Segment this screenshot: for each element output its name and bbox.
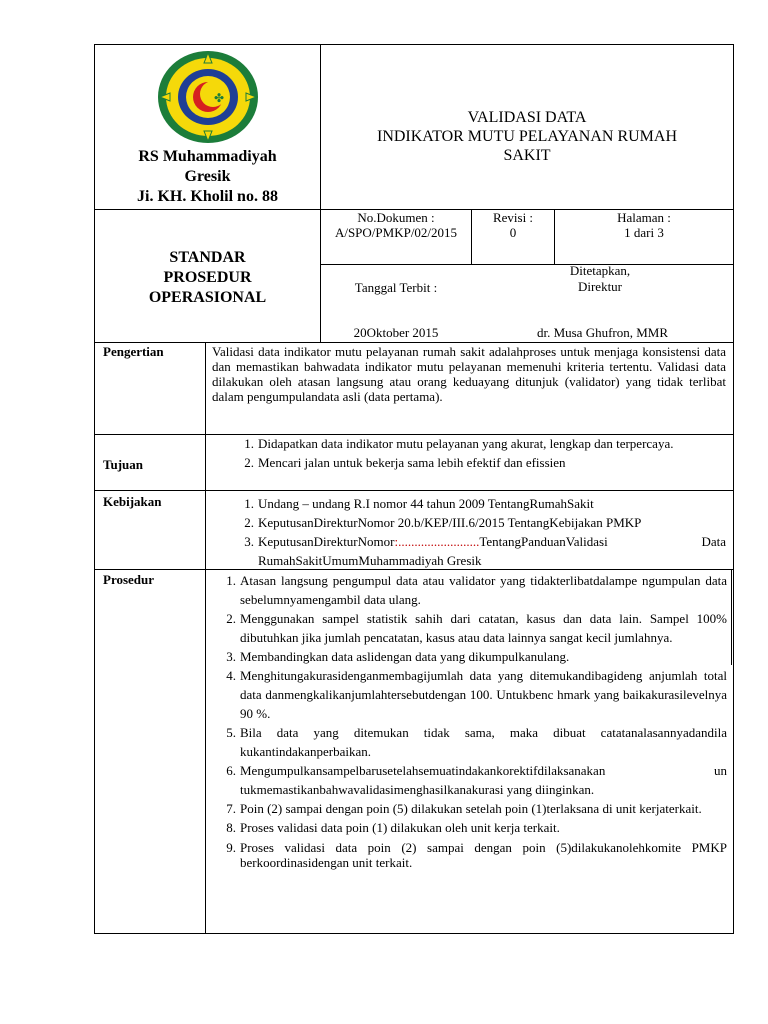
divider — [94, 434, 734, 435]
list-item-text: Menghitungakurasidenganmembagijumlah data yang ditemukandibagideng anjumlah total data danmengkalikanjumlahtersebutdengan 100. Untukbenc hmark yang baikakurasilevelnya 90 %. — [240, 668, 727, 721]
list-item-text: Poin (2) sampai dengan poin (5) dilakukan setelah poin (1)terlaksana di unit kerjaterkait. — [240, 801, 702, 816]
divider — [471, 209, 472, 264]
page-info-value: 1 dari 3 — [624, 225, 664, 240]
list-item: 1. Atasan langsung pengumpul data atau validator yang tidakterlibatdalampe ngumpulan data sebelumnyamengambil data ulang. — [226, 573, 727, 607]
page-info-label: Halaman : — [617, 210, 671, 225]
established-label: Ditetapkan, — [569, 263, 631, 278]
list-item: 2. KeputusanDirekturNomor 20.b/KEP/III.6/2015 TentangKebijakan PMKP — [244, 515, 642, 530]
sop-line: OPERASIONAL — [148, 289, 267, 306]
list-item: 1. Undang – undang R.I nomor 44 tahun 2009 TentangRumahSakit — [244, 496, 594, 511]
issue-date-label: Tanggal Terbit : — [354, 280, 438, 295]
list-item-text: Mencari jalan untuk bekerja sama lebih efektif dan efissien — [258, 455, 566, 470]
list-item-suffix: TentangPanduanValidasi Data RumahSakitUmumMuhammadiyah Gresik — [258, 534, 726, 568]
list-item: 8. Proses validasi data poin (1) dilakukan oleh unit kerja terkait. — [226, 820, 560, 835]
kebijakan-list — [244, 494, 726, 570]
list-item: 7. Poin (2) sampai dengan poin (5) dilakukan setelah poin (1)terlaksana di unit kerjaterkait. — [226, 801, 702, 816]
revision — [473, 210, 553, 240]
list-item-text: Membandingkan data aslidengan data yang dikumpulkanulang. — [240, 649, 570, 664]
list-item-dots: :......................... — [394, 534, 480, 549]
tujuan-label: Tujuan — [103, 457, 143, 472]
list-item-text: KeputusanDirekturNomor 20.b/KEP/III.6/2015 TentangKebijakan PMKP — [258, 515, 642, 530]
divider — [320, 44, 321, 342]
svg-text:✤: ✤ — [214, 91, 225, 105]
list-item-text: Proses validasi data poin (2) sampai dengan poin (5)dilakukanolehkomite PMKP berkoordinasidengan unit terkait. — [240, 840, 727, 870]
pengertian-label: Pengertian — [103, 344, 164, 359]
list-item: 2. Menggunakan sampel statistik sahih dari catatan, kasus dan data lain. Sampel 100% dibutuhkan jika jumlah pencatatan, kasus atau data lainnya sangat kecil jumlahnya. — [226, 611, 727, 645]
list-item: 5. Bila data yang ditemukan tidak sama, maka dibuat catatanalasannyadandila kukantindakanperbaikan. — [226, 725, 727, 759]
document-number — [322, 210, 470, 240]
kebijakan-label: Kebijakan — [103, 494, 162, 509]
hospital-address-line: Ji. KH. Kholil no. 88 — [137, 188, 278, 205]
prosedur-list — [226, 571, 727, 870]
sop-line: PROSEDUR — [163, 269, 252, 286]
list-item: 2. Mencari jalan untuk bekerja sama lebih efektif dan efissien — [244, 455, 566, 470]
list-item: 3. KeputusanDirekturNomor:.........................TentangPanduanValidasi Data RumahSakitUmumMuhammadiyah Gresik — [244, 534, 726, 568]
document-number-value: A/SPO/PMKP/02/2015 — [334, 225, 458, 240]
pengertian-text: Validasi data indikator mutu pelayanan rumah sakit adalahproses untuk menjaga konsistensi data dan memastikan bahwadata indikator mutu pelayanan memenuhi kriteria tertentu. Validasi data dilakukan oleh atasan langsung atau orang keduayang ditunjuk (validator) yang tidak terlibat dalam pengumpulandata asli (data pertama). — [212, 344, 726, 404]
list-item-prefix: KeputusanDirekturNomor — [258, 534, 395, 549]
list-item-text: Proses validasi data poin (1) dilakukan oleh unit kerja terkait. — [240, 820, 560, 835]
hospital-name — [100, 147, 315, 207]
revision-value: 0 — [509, 225, 517, 240]
list-item-text: Menggunakan sampel statistik sahih dari catatan, kasus dan data lain. Sampel 100% dibutuhkan jika jumlah pencatatan, kasus atau data lainnya sangat kecil jumlahnya. — [240, 611, 727, 645]
list-item-text: Atasan langsung pengumpul data atau validator yang tidakterlibatdalampe ngumpulan data sebelumnyamengambil data ulang. — [240, 573, 727, 607]
hospital-logo — [156, 49, 260, 145]
list-item-text: Undang – undang R.I nomor 44 tahun 2009 TentangRumahSakit — [258, 496, 594, 511]
divider — [205, 342, 206, 934]
divider — [731, 569, 732, 665]
director-label: Direktur — [577, 279, 623, 294]
divider — [554, 209, 555, 264]
hospital-city-line: Gresik — [184, 168, 231, 185]
prosedur-label: Prosedur — [103, 572, 155, 587]
divider — [94, 490, 734, 491]
issue-date-value: 20Oktober 2015 — [353, 325, 439, 340]
title-line: VALIDASI DATA — [467, 109, 587, 126]
list-item: 6. Mengumpulkansampelbarusetelahsemuatindakankorektifdilaksanakan un tukmemastikanbahwavalidasimenghasilkanakurasi yang diinginkan. — [226, 763, 727, 797]
sop-label — [100, 248, 315, 308]
document-number-label: No.Dokumen : — [357, 210, 435, 225]
title-line: INDIKATOR MUTU PELAYANAN RUMAH — [376, 128, 677, 145]
list-item: 3. Membandingkan data aslidengan data yang dikumpulkanulang. — [226, 649, 570, 664]
hospital-name-line: RS Muhammadiyah — [138, 148, 277, 165]
list-item: 4. Menghitungakurasidenganmembagijumlah data yang ditemukandibagideng anjumlah total data danmengkalikanjumlahtersebutdengan 100. Untukbenc hmark yang baikakurasilevelnya 90 %. — [226, 668, 727, 721]
list-item-text: Didapatkan data indikator mutu pelayanan yang akurat, lengkap dan terpercaya. — [258, 436, 674, 451]
title-line: SAKIT — [503, 147, 551, 164]
list-item-text: Bila data yang ditemukan tidak sama, maka dibuat catatanalasannyadandila kukantindakanperbaikan. — [240, 725, 727, 759]
page-info — [556, 210, 732, 240]
sop-line: STANDAR — [169, 249, 246, 266]
document-title — [322, 108, 732, 165]
divider — [94, 342, 734, 343]
list-item-text: Mengumpulkansampelbarusetelahsemuatindakankorektifdilaksanakan un tukmemastikanbahwavalidasimenghasilkanakurasi yang diinginkan. — [240, 763, 727, 797]
list-item: 9. Proses validasi data poin (2) sampai dengan poin (5)dilakukanolehkomite PMKP berkoordinasidengan unit terkait. — [226, 840, 727, 870]
tujuan-list — [244, 436, 726, 470]
list-item: 1. Didapatkan data indikator mutu pelayanan yang akurat, lengkap dan terpercaya. — [244, 436, 674, 451]
revision-label: Revisi : — [492, 210, 534, 225]
director-name: dr. Musa Ghufron, MMR — [536, 325, 669, 340]
